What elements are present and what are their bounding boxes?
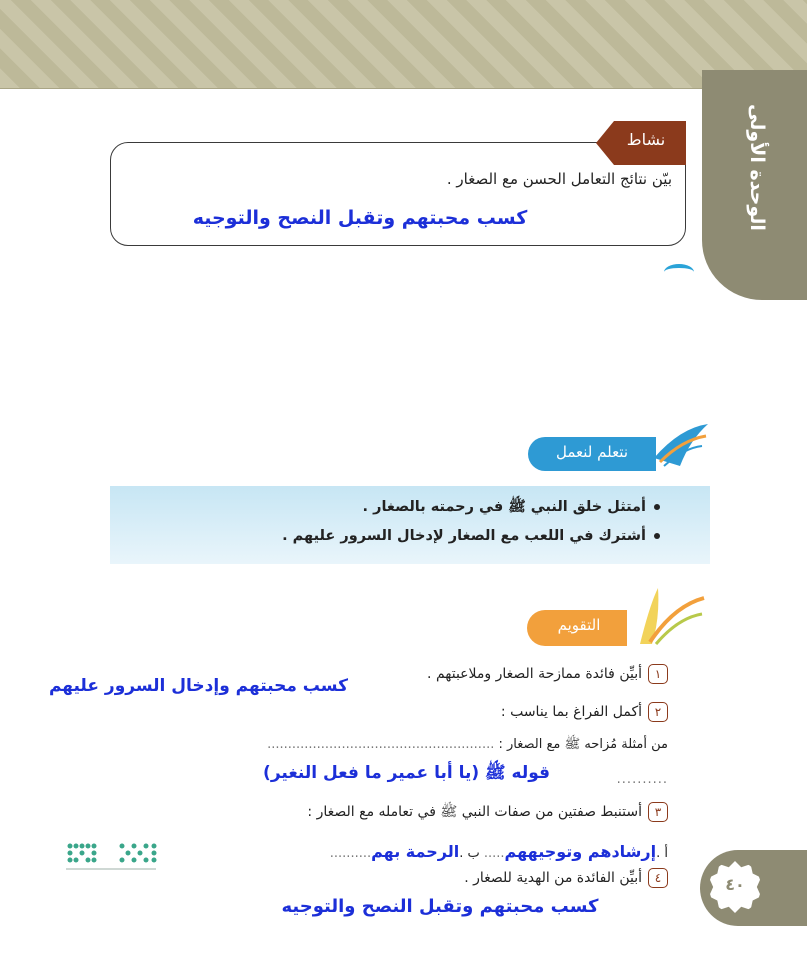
answer-2: قوله ﷺ (يا أبا عمير ما فعل النغير): [263, 763, 550, 783]
question-2: ٢أكمل الفراغ بما يناسب :: [400, 702, 668, 722]
activity-badge-label: نشاط: [626, 130, 666, 149]
ministry-logo-icon: [62, 836, 162, 878]
learn-item: أشترك في اللعب مع الصغار لإدخال السرور عليهم .: [250, 528, 660, 544]
fill-dots: .......................................................: [267, 737, 499, 752]
page-number: ٤٠: [725, 875, 745, 894]
open-book-icon: [650, 418, 712, 474]
bullet-icon: [654, 533, 660, 539]
learn-item: أمتثل خلق النبي ﷺ في رحمته بالصغار .: [250, 498, 660, 519]
fill-dots: ..........: [616, 772, 668, 787]
activity-box: [110, 142, 686, 246]
top-banner: [0, 0, 807, 89]
answer-1: كسب محبتهم وإدخال السرور عليهم: [48, 676, 348, 696]
learn-badge-label: نتعلم لنعمل: [555, 443, 629, 461]
question-3-parts: أ .إرشادهم وتوجيههم..... ب .الرحمة بهم..........: [329, 842, 668, 861]
evaluation-badge-label: التقويم: [557, 616, 601, 634]
question-3: ٣أستنبط صفتين من صفات النبي ﷺ في تعامله مع الصغار :: [200, 802, 668, 823]
bullet-icon: [654, 504, 660, 510]
fill-dots: ..........: [329, 846, 372, 861]
question-2-prompt: من أمثلة مُزاحه ﷺ مع الصغار : .......................................................: [267, 737, 668, 752]
answer-4: كسب محبتهم وتقبل النصح والتوجيه: [281, 896, 599, 917]
activity-question: بيّن نتائج التعامل الحسن مع الصغار .: [446, 170, 672, 188]
activity-answer: كسب محبتهم وتقبل النصح والتوجيه: [192, 207, 528, 229]
fill-dots: .....: [483, 846, 505, 861]
open-book-icon: [630, 584, 708, 648]
question-4: ٤أبيِّن الفائدة من الهدية للصغار .: [340, 868, 668, 888]
decorative-swoosh-icon: [664, 264, 694, 280]
question-1: ١أبيِّن فائدة ممازحة الصغار وملاعبتهم .: [340, 664, 668, 684]
unit-tab-label: الوحدة الأولى: [746, 103, 768, 231]
